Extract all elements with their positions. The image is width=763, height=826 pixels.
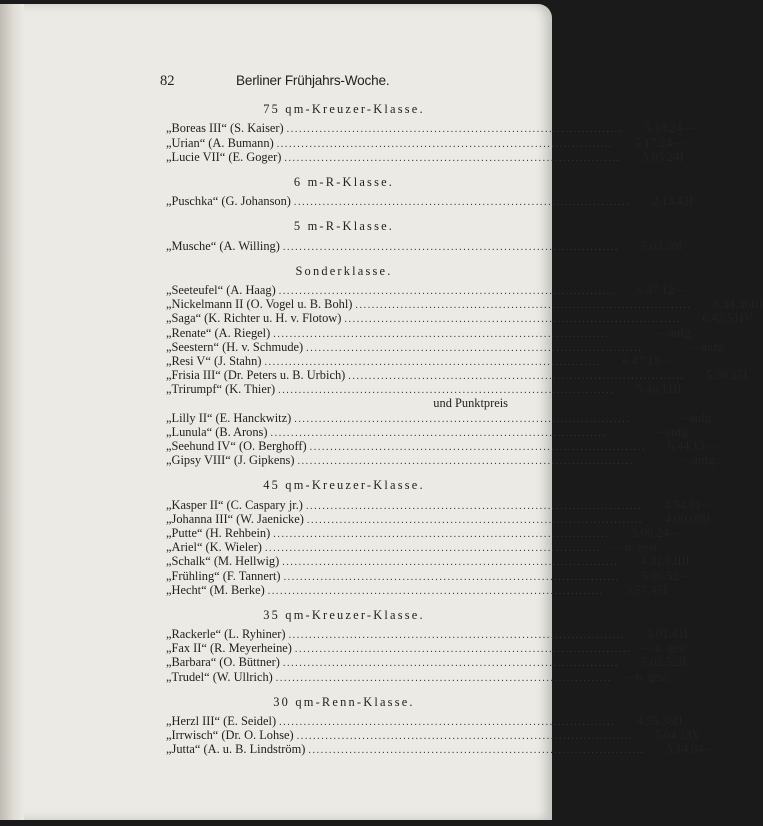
boat-entry: „Lilly II“ (E. Hanckwitz) <box>166 410 292 425</box>
result-row <box>166 497 714 512</box>
result-row <box>166 511 711 526</box>
result-row <box>166 121 695 136</box>
boat-entry: „Frühling“ (F. Tannert) <box>166 568 281 583</box>
result-row <box>166 410 715 425</box>
result-row <box>166 669 671 684</box>
dot-leader: .................................................................................. <box>282 241 620 253</box>
dot-leader: .................................................................................. <box>264 356 601 368</box>
dot-leader: .................................................................................. <box>308 745 645 757</box>
placing: III <box>677 554 690 569</box>
boat-entry: „Lucie VII“ (E. Goger) <box>166 149 282 164</box>
result-row <box>166 135 685 150</box>
boat-entry: „Urian“ (A. Bumann) <box>166 135 274 150</box>
boat-entry: „Gipsy VIII“ (J. Gipkens) <box>166 453 295 468</box>
placing: I <box>678 238 683 253</box>
finish-time: 5.46.11 <box>636 382 674 397</box>
results-section <box>166 102 695 164</box>
boat-entry: „Fax II“ (R. Meyerheine) <box>166 641 292 656</box>
placing: aufg. <box>668 325 694 340</box>
boat-entry: „Trudel“ (W. Ullrich) <box>166 669 273 684</box>
finish-time: 6.47.13 <box>622 353 660 368</box>
result-note: und Punktpreis <box>433 396 508 411</box>
dot-leader: .................................................................................. <box>264 543 602 555</box>
placing: — <box>681 121 695 136</box>
dot-leader: .................................................................................. <box>355 300 692 312</box>
result-row <box>166 368 748 383</box>
boat-entry: „Lunula“ (B. Arons) <box>166 424 268 439</box>
result-row <box>166 339 727 354</box>
boat-entry: „Renate“ (A. Riegel) <box>166 325 271 340</box>
section-title: 75 qm-Kreuzer-Klasse. <box>263 102 425 117</box>
dot-leader: .................................................................................. <box>297 456 634 468</box>
result-row <box>166 439 718 454</box>
placing: II <box>702 511 711 526</box>
finish-time: 5.03.30 <box>640 238 679 253</box>
finish-time: 4.31.33 <box>640 554 678 569</box>
dot-leader: .................................................................................. <box>283 571 620 583</box>
placing: V <box>691 728 701 743</box>
dot-leader: .................................................................................. <box>294 644 632 656</box>
dot-leader: .................................................................................. <box>275 672 612 684</box>
dot-leader: .................................................................................. <box>306 514 644 526</box>
dot-leader: .................................................................................. <box>267 585 604 597</box>
dot-leader: .................................................................................. <box>344 314 681 326</box>
dot-leader: .................................................................................. <box>293 197 631 209</box>
dot-leader: .................................................................................. <box>284 152 621 164</box>
boat-entry: „Herzl III“ (E. Seidel) <box>166 714 277 729</box>
finish-time: 5.06.24 <box>631 525 669 540</box>
dot-leader: .................................................................................. <box>306 342 643 354</box>
page-number: 82 <box>160 73 175 89</box>
finish-time: 4.00.09 <box>664 511 703 526</box>
finish-time: 5.17.24 <box>634 135 672 150</box>
finish-time: — <box>653 424 666 439</box>
boat-entry: „Musche“ (A. Willing) <box>166 238 280 253</box>
page-header <box>160 74 508 88</box>
finish-time: 5.04.13 <box>654 728 692 743</box>
boat-entry: „Puschka“ (G. Johanson) <box>166 194 291 209</box>
section-title: 45 qm-Kreuzer-Klasse. <box>263 478 425 493</box>
book-spine-shadow <box>0 4 24 820</box>
finish-time: 5.06.52 <box>641 568 679 583</box>
boat-entry: „Boreas III“ (S. Kaiser) <box>166 121 284 136</box>
finish-time: 4.54.31 <box>663 497 702 512</box>
result-row <box>166 714 683 729</box>
dot-leader: .................................................................................. <box>282 557 619 569</box>
section-title: 35 qm-Kreuzer-Klasse. <box>263 607 425 622</box>
dot-leader: .................................................................................. <box>282 658 620 670</box>
page-content <box>160 73 763 757</box>
dot-leader: .................................................................................. <box>276 138 613 150</box>
finish-time: 5.14.04 <box>666 742 704 757</box>
results-section <box>166 607 691 684</box>
finish-time: 5.05.24 <box>642 149 680 164</box>
placing: aufg. <box>701 339 727 354</box>
finish-time: — <box>688 339 702 354</box>
results-section <box>166 478 714 597</box>
boat-entry: „Seeteufel“ (A. Haag) <box>166 282 276 297</box>
boat-entry: „Schalk“ (M. Hellwig) <box>166 554 280 569</box>
finish-time: 4.55.36 <box>637 714 675 729</box>
placing: aufg. <box>689 410 715 425</box>
boat-entry: „Ariel“ (K. Wieler) <box>166 540 262 555</box>
finish-time: 5.02.52 <box>640 655 679 670</box>
result-row <box>166 382 682 397</box>
dot-leader: .................................................................................. <box>273 328 610 340</box>
section-title: 30 qm-Renn-Klasse. <box>273 694 415 709</box>
placing: II <box>674 714 683 729</box>
result-row <box>166 194 694 209</box>
result-row <box>166 453 718 468</box>
placing: I <box>662 582 668 597</box>
placing: II <box>673 382 682 397</box>
dot-leader: .................................................................................. <box>278 285 615 297</box>
placing: III <box>750 297 763 312</box>
finish-time: .6.47.12 <box>633 282 674 297</box>
dot-leader: .................................................................................. <box>309 442 646 454</box>
boat-entry: „Nickelmann II (O. Vogel u. B. Bohl) <box>166 297 353 312</box>
finish-time: 2.13.43 <box>651 194 690 209</box>
placing: aufg. <box>665 424 691 439</box>
boat-entry: „Putte“ (H. Rehbein) <box>166 525 271 540</box>
result-row <box>166 238 683 253</box>
placing: IV <box>739 311 753 326</box>
finish-time: 5.18.24 <box>644 121 682 136</box>
result-row <box>166 582 668 597</box>
dot-leader: .................................................................................. <box>279 717 616 729</box>
result-row <box>166 353 673 368</box>
result-row <box>166 540 661 555</box>
results-section <box>166 219 683 253</box>
placing: — <box>668 525 681 540</box>
placing: — <box>704 439 718 454</box>
section-title: Sonderklasse. <box>295 263 393 278</box>
result-row <box>166 311 753 326</box>
section-title: 6 m-R-Klasse. <box>293 174 395 189</box>
finish-time: — <box>677 410 690 425</box>
boat-entry: „Seestern“ (H. v. Schmude) <box>166 339 304 354</box>
boat-entry: „Irrwisch“ (Dr. O. Lohse) <box>166 728 294 743</box>
dot-leader: .................................................................................. <box>305 500 643 512</box>
running-head: Berliner Frühjahrs-Woche. <box>236 73 390 88</box>
finish-time: 5.30.15 <box>706 368 744 383</box>
finish-time: — n. gest. <box>620 669 671 684</box>
result-row <box>166 149 684 164</box>
result-row <box>166 424 691 439</box>
boat-entry: „Barbara“ (O. Büttner) <box>166 655 280 670</box>
finish-time: — n. gest. <box>609 540 661 555</box>
result-row <box>166 627 688 642</box>
finish-time: 3.57.45 <box>625 582 663 597</box>
placing: I <box>683 627 688 642</box>
boat-entry: „Jutta“ (A. u. B. Lindström) <box>166 742 306 757</box>
result-row <box>166 282 687 297</box>
placing: I <box>679 149 684 164</box>
finish-time: 6.34.36 <box>713 297 751 312</box>
finish-time: 5.01.41 <box>646 627 684 642</box>
finish-time: — <box>680 453 693 468</box>
result-row <box>166 742 716 757</box>
boat-entry: „Rackerle“ (L. Ryhiner) <box>166 627 286 642</box>
result-row <box>166 297 763 312</box>
dot-leader: .................................................................................. <box>270 427 607 439</box>
boat-entry: „Frisia III“ (Dr. Peters u. B. Urbich) <box>166 368 346 383</box>
result-row <box>166 325 694 340</box>
placing: I <box>743 368 748 383</box>
dot-leader: .................................................................................. <box>296 731 633 743</box>
placing: — <box>659 353 673 368</box>
boat-entry: „Johanna III“ (W. Jaenicke) <box>166 511 304 526</box>
placing: — <box>703 742 716 757</box>
placing: II <box>678 655 687 670</box>
boat-entry: „Seehund IV“ (O. Berghoff) <box>166 439 307 454</box>
dot-leader: .................................................................................. <box>273 528 610 540</box>
boat-entry: „Saga“ (K. Richter u. H. v. Flotow) <box>166 311 342 326</box>
finish-time: — <box>656 325 669 340</box>
results-section <box>166 263 763 468</box>
dot-leader: .................................................................................. <box>286 124 623 136</box>
dot-leader: .................................................................................. <box>294 413 631 425</box>
placing: — <box>671 135 685 150</box>
dot-leader: .................................................................................. <box>288 630 625 642</box>
placing: — <box>701 497 714 512</box>
placing: — <box>673 282 687 297</box>
boat-entry: „Trirumpf“ (K. Thier) <box>166 382 276 397</box>
placing: I <box>689 194 694 209</box>
finish-time: 6.42.51 <box>702 311 740 326</box>
results-sections <box>166 102 763 757</box>
boat-entry: „Kasper II“ (C. Caspary jr.) <box>166 497 303 512</box>
results-section <box>166 174 694 209</box>
result-row <box>166 641 691 656</box>
finish-time: 6.44.13 <box>667 439 705 454</box>
placing: aufg. <box>692 453 718 468</box>
result-row <box>166 568 692 583</box>
result-row <box>166 525 681 540</box>
result-row <box>166 655 687 670</box>
dot-leader: .................................................................................. <box>348 371 685 383</box>
result-row <box>166 728 701 743</box>
section-title: 5 m-R-Klasse. <box>293 219 395 234</box>
placing: — <box>678 568 692 583</box>
finish-time: — n. gest. <box>639 641 691 656</box>
boat-entry: „Resi V“ (J. Stahn) <box>166 353 262 368</box>
result-row <box>166 554 690 569</box>
dot-leader: .................................................................................. <box>278 385 615 397</box>
boat-entry: „Hecht“ (M. Berke) <box>166 582 265 597</box>
results-section <box>166 694 716 757</box>
